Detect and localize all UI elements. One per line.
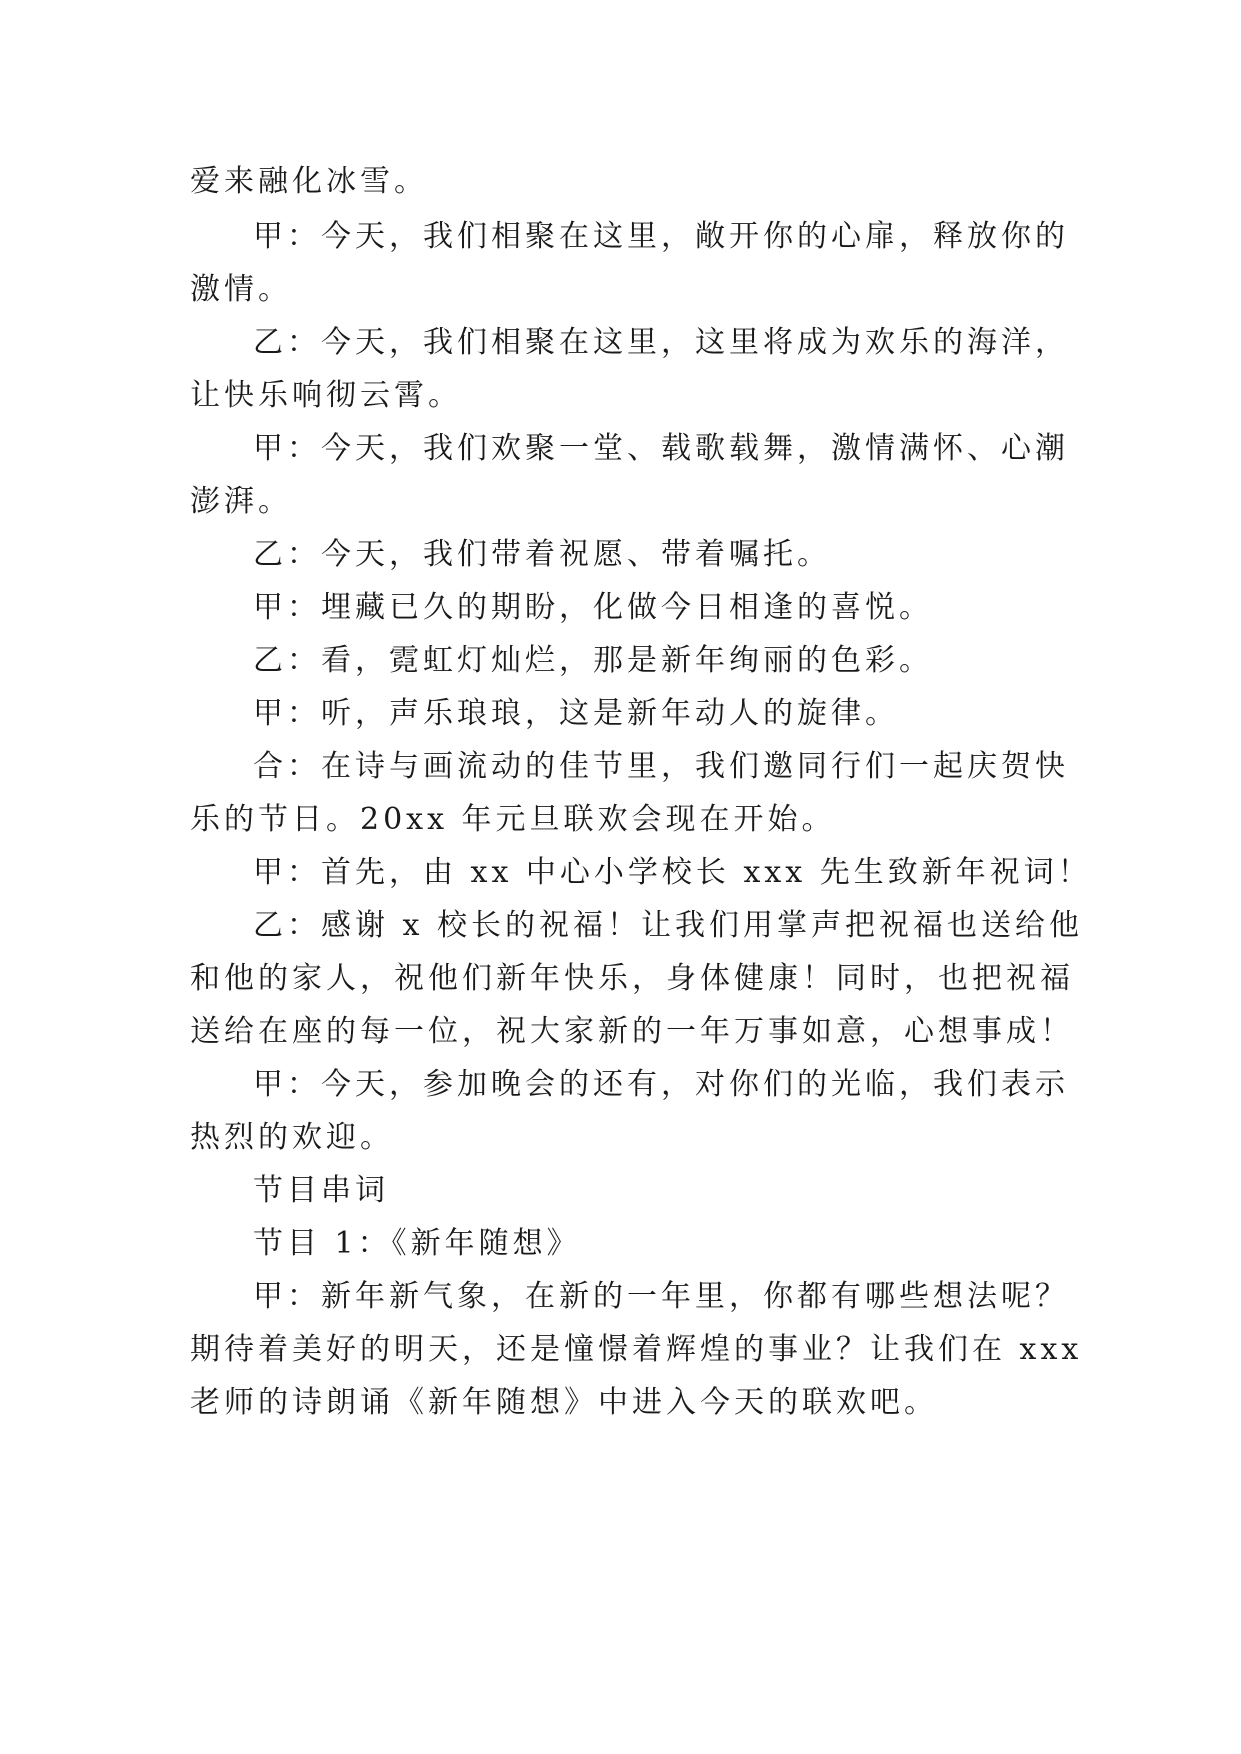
program-title: 节目 1：《新年随想》 (253, 1226, 581, 1261)
text-line: 激情。 (190, 272, 292, 307)
text-line: 和他的家人，祝他们新年快乐，身体健康！同时，也把祝福 (190, 961, 1074, 996)
text-line: 乙：今天，我们带着祝愿、带着嘱托。 (253, 537, 831, 572)
text-line: 甲：今天，参加晚会的还有，对你们的光临，我们表示 (253, 1067, 1069, 1102)
text-line: 乙：看，霓虹灯灿烂，那是新年绚丽的色彩。 (253, 643, 933, 678)
text-line: 老师的诗朗诵《新年随想》中进入今天的联欢吧。 (190, 1385, 938, 1420)
text-line: 让快乐响彻云霄。 (190, 378, 462, 413)
text-line: 乙：今天，我们相聚在这里，这里将成为欢乐的海洋， (253, 325, 1069, 360)
text-line: 期待着美好的明天，还是憧憬着辉煌的事业？让我们在 xxx (190, 1332, 1083, 1367)
text-line: 甲：埋藏已久的期盼，化做今日相逢的喜悦。 (253, 590, 933, 625)
text-line: 甲：新年新气象，在新的一年里，你都有哪些想法呢？ (253, 1279, 1069, 1314)
text-line: 乐的节日。20xx 年元旦联欢会现在开始。 (190, 802, 836, 837)
text-line: 合：在诗与画流动的佳节里，我们邀同行们一起庆贺快 (253, 749, 1069, 784)
text-line: 甲：今天，我们欢聚一堂、载歌载舞，激情满怀、心潮 (253, 431, 1069, 466)
text-line: 送给在座的每一位，祝大家新的一年万事如意，心想事成！ (190, 1014, 1074, 1049)
text-line: 热烈的欢迎。 (190, 1120, 394, 1155)
section-heading: 节目串词 (253, 1173, 389, 1208)
text-line: 甲：听，声乐琅琅，这是新年动人的旋律。 (253, 696, 899, 731)
text-line: 爱来融化冰雪。 (190, 164, 428, 199)
text-line: 甲：首先，由 xx 中心小学校长 xxx 先生致新年祝词！ (253, 855, 1092, 890)
text-line: 甲：今天，我们相聚在这里，敞开你的心扉，释放你的 (253, 219, 1069, 254)
text-line: 澎湃。 (190, 484, 292, 519)
text-line: 乙：感谢 x 校长的祝福！让我们用掌声把祝福也送给他 (253, 908, 1083, 943)
